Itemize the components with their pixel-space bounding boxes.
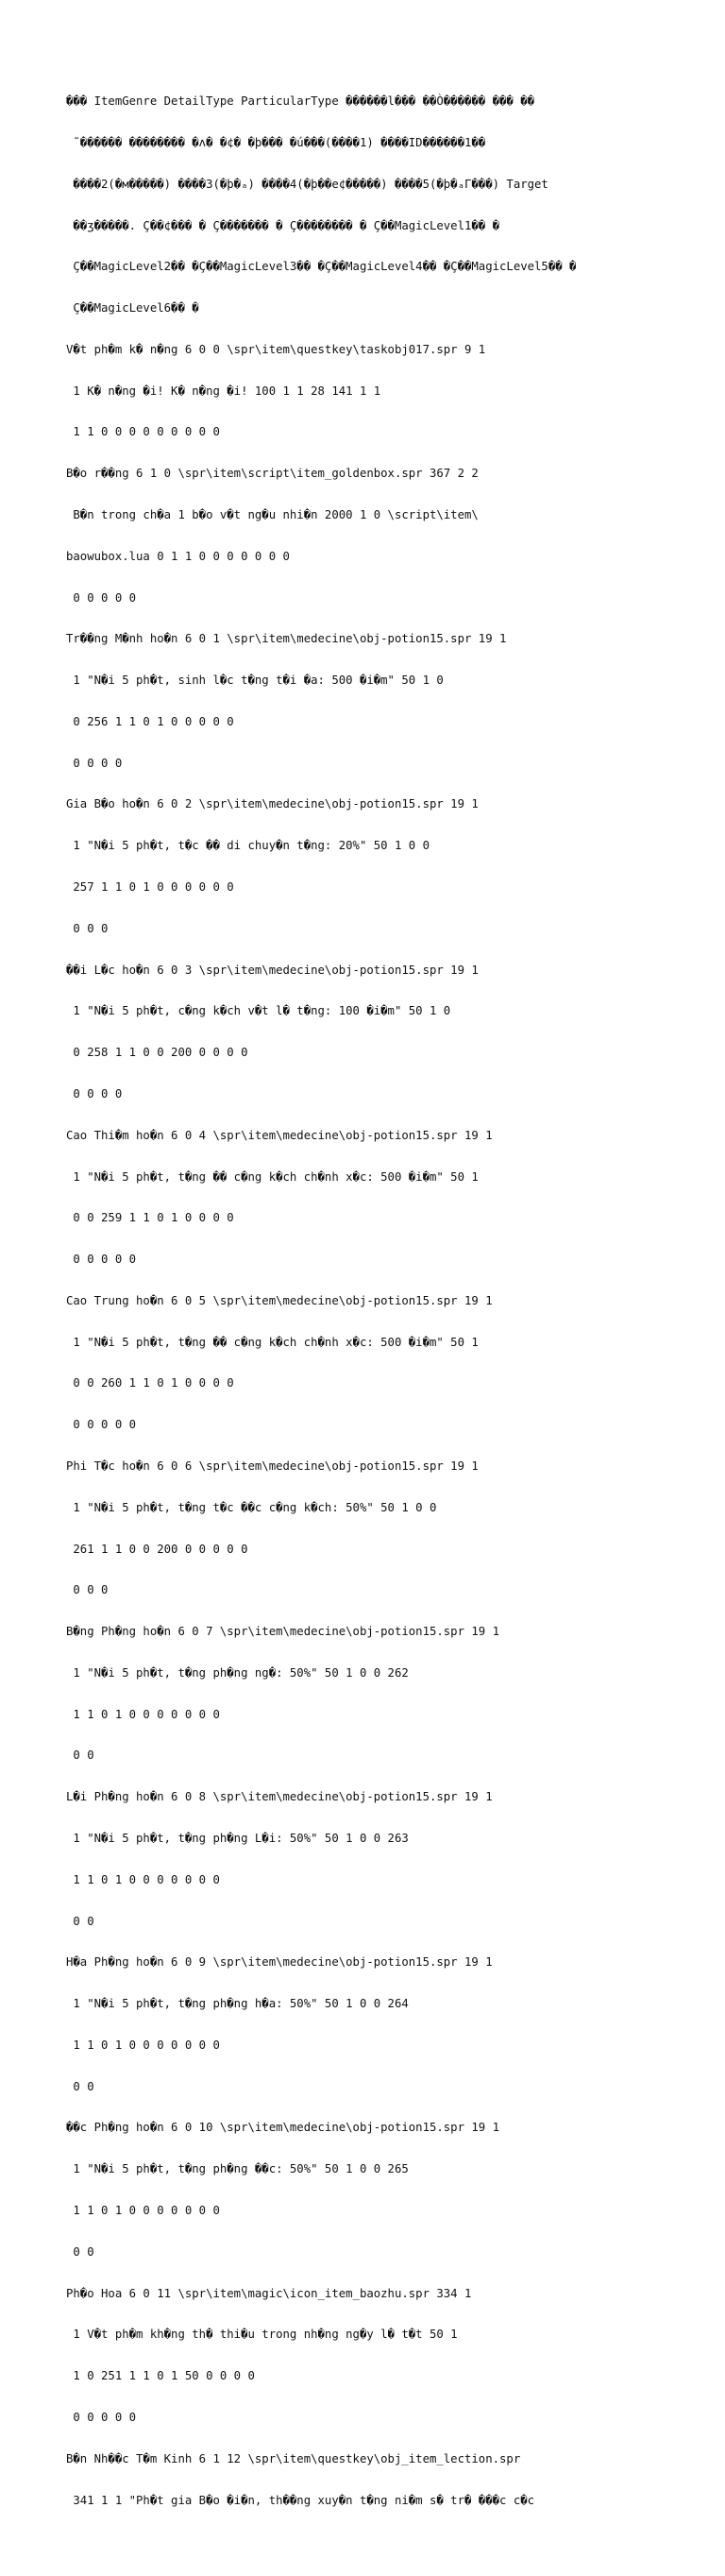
document-line: Cao Trung ho�n 6 0 5 \spr\item\medecine\obj-potion15.spr 19 1 <box>66 1293 493 1307</box>
document-line: ˜������ �������� �ʌ� �¢� �þ��� �ú���(����1) ����ID������1�� <box>66 135 486 149</box>
document-line: 257 1 1 0 1 0 0 0 0 0 0 <box>66 880 234 895</box>
document-line: 0 0 0 0 0 <box>66 590 137 605</box>
document-line: 0 0 0 <box>66 921 109 935</box>
document-line: B�n Nh��c T�m Kinh 6 1 12 \spr\item\questkey\obj_item_lection.spr <box>66 2451 521 2465</box>
document-line <box>66 2534 651 2549</box>
document-line: ��c Ph�ng ho�n 6 0 10 \spr\item\medecine\obj-potion15.spr 19 1 <box>66 2121 500 2135</box>
document-line: 0 0 0 0 <box>66 756 123 770</box>
document-line: 0 0 <box>66 1749 94 1763</box>
document-line: Ç��MagicLevel6�� � <box>66 301 199 316</box>
document-line: 0 0 260 1 1 0 1 0 0 0 0 <box>66 1376 234 1390</box>
document-line: Phi T�c ho�n 6 0 6 \spr\item\medecine\obj-potion15.spr 19 1 <box>66 1459 479 1473</box>
document-line: 1 1 0 1 0 0 0 0 0 0 0 <box>66 1872 220 1886</box>
document-line: 0 258 1 1 0 0 200 0 0 0 0 <box>66 1046 248 1060</box>
document-line: 1 "N�i 5 ph�t, c�ng k�ch v�t l� t�ng: 100 �i�m" 50 1 0 <box>66 1004 451 1018</box>
document-line: 0 0 0 <box>66 1583 109 1597</box>
document-line: 1 "N�i 5 ph�t, t�ng ph�ng L�i: 50%" 50 1 0 0 263 <box>66 1832 409 1845</box>
document-line: 261 1 1 0 0 200 0 0 0 0 0 <box>66 1542 248 1556</box>
document-line: B�o r��ng 6 1 0 \spr\item\script\item_goldenbox.spr 367 2 2 <box>66 467 479 481</box>
document-line: 1 1 0 0 0 0 0 0 0 0 0 <box>66 425 220 439</box>
document-line: Ph�o Hoa 6 0 11 \spr\item\magic\icon_item_baozhu.spr 334 1 <box>66 2286 472 2300</box>
document-line: 1 "N�i 5 ph�t, t�ng ph�ng ��c: 50%" 50 1 0 0 265 <box>66 2162 409 2176</box>
document-line: ��i L�c ho�n 6 0 3 \spr\item\medecine\obj-potion15.spr 19 1 <box>66 963 479 977</box>
document-line: 0 0 <box>66 2244 94 2259</box>
document-line: ��� ItemGenre DetailType ParticularType ������l��� ��Ò������ ��� �� <box>66 94 535 109</box>
document-line: ����2(�м�����) ����3(�þ�ₐ) ����4(�þ��e¢�����) ����5(�þ�ₐΓ���) Target <box>66 177 548 191</box>
document-line: Ç��MagicLevel2�� �Ç��MagicLevel3�� �Ç��MagicLevel4�� �Ç��MagicLevel5�� � <box>66 260 577 274</box>
document-line: 1 V�t ph�m kh�ng th� thi�u trong nh�ng ng�y l� t�t 50 1 <box>66 2328 458 2342</box>
document-line: Tr��ng M�nh ho�n 6 0 1 \spr\item\medecine\obj-potion15.spr 19 1 <box>66 632 507 646</box>
document-line: 1 "N�i 5 ph�t, t�ng ph�ng ng�: 50%" 50 1 0 0 262 <box>66 1665 409 1680</box>
document-line: 341 1 1 "Ph�t gia B�o �i�n, th��ng xuy�n t�ng ni�m s� tr� ���c c�c <box>66 2493 535 2507</box>
document-line: Cao Thi�m ho�n 6 0 4 \spr\item\medecine\obj-potion15.spr 19 1 <box>66 1128 493 1142</box>
document-line: 0 0 0 0 0 <box>66 1253 137 1267</box>
document-line: 0 0 0 0 0 <box>66 1418 137 1432</box>
document-line: 1 1 0 1 0 0 0 0 0 0 0 <box>66 1707 220 1721</box>
document-line: 0 0 0 0 <box>66 1086 123 1100</box>
document-line: 1 "N�i 5 ph�t, sinh l�c t�ng t�i �a: 500 �i�m" 50 1 0 <box>66 674 444 688</box>
document-text <box>66 67 651 2576</box>
document-line: B�ng Ph�ng ho�n 6 0 7 \spr\item\medecine\obj-potion15.spr 19 1 <box>66 1625 500 1639</box>
document-line: 0 256 1 1 0 1 0 0 0 0 0 <box>66 714 234 728</box>
document-line: V�t ph�m k� n�ng 6 0 0 \spr\item\questkey\taskobj017.spr 9 1 <box>66 342 486 356</box>
document-line: baowubox.lua 0 1 1 0 0 0 0 0 0 0 <box>66 549 290 563</box>
document-line: 0 0 <box>66 2079 94 2093</box>
document-line: 1 0 251 1 1 0 1 50 0 0 0 0 <box>66 2369 255 2383</box>
document-line: 1 "N�i 5 ph�t, t�ng ph�ng h�a: 50%" 50 1 0 0 264 <box>66 1997 409 2011</box>
document-line: 0 0 0 0 0 <box>66 2410 137 2424</box>
document-line: H�a Ph�ng ho�n 6 0 9 \spr\item\medecine\obj-potion15.spr 19 1 <box>66 1955 493 1970</box>
document-line: 1 "N�i 5 ph�t, t�ng t�c ��c c�ng k�ch: 50%" 50 1 0 0 <box>66 1500 437 1514</box>
document-line: 0 0 259 1 1 0 1 0 0 0 0 <box>66 1211 234 1225</box>
document-line: L�i Ph�ng ho�n 6 0 8 \spr\item\medecine\obj-potion15.spr 19 1 <box>66 1790 493 1804</box>
document-line: Gia B�o ho�n 6 0 2 \spr\item\medecine\obj-potion15.spr 19 1 <box>66 797 479 811</box>
document-line: 0 0 <box>66 1914 94 1928</box>
document-line: 1 K� n�ng �i! K� n�ng �i! 100 1 1 28 141 1 1 <box>66 384 381 398</box>
document-line: 1 1 0 1 0 0 0 0 0 0 0 <box>66 2038 220 2052</box>
document-line: B�n trong ch�a 1 b�o v�t ng�u nhi�n 2000 1 0 \script\item\ <box>66 508 479 521</box>
document-line: 1 "N�i 5 ph�t, t�c �� di chuy�n t�ng: 20%" 50 1 0 0 <box>66 839 430 853</box>
document-line: ��ʒ�����. Ç��¢��� � Ç������� � Ç�������� � Ç��MagicLevel1�� � <box>66 218 500 232</box>
document-line: 1 "N�i 5 ph�t, t�ng �� c�ng k�ch ch�nh x�c: 500 �i�m" 50 1 <box>66 1335 479 1349</box>
document-line: 1 "N�i 5 ph�t, t�ng �� c�ng k�ch ch�nh x�c: 500 �i�m" 50 1 <box>66 1169 479 1184</box>
document-line: 1 1 0 1 0 0 0 0 0 0 0 <box>66 2204 220 2218</box>
